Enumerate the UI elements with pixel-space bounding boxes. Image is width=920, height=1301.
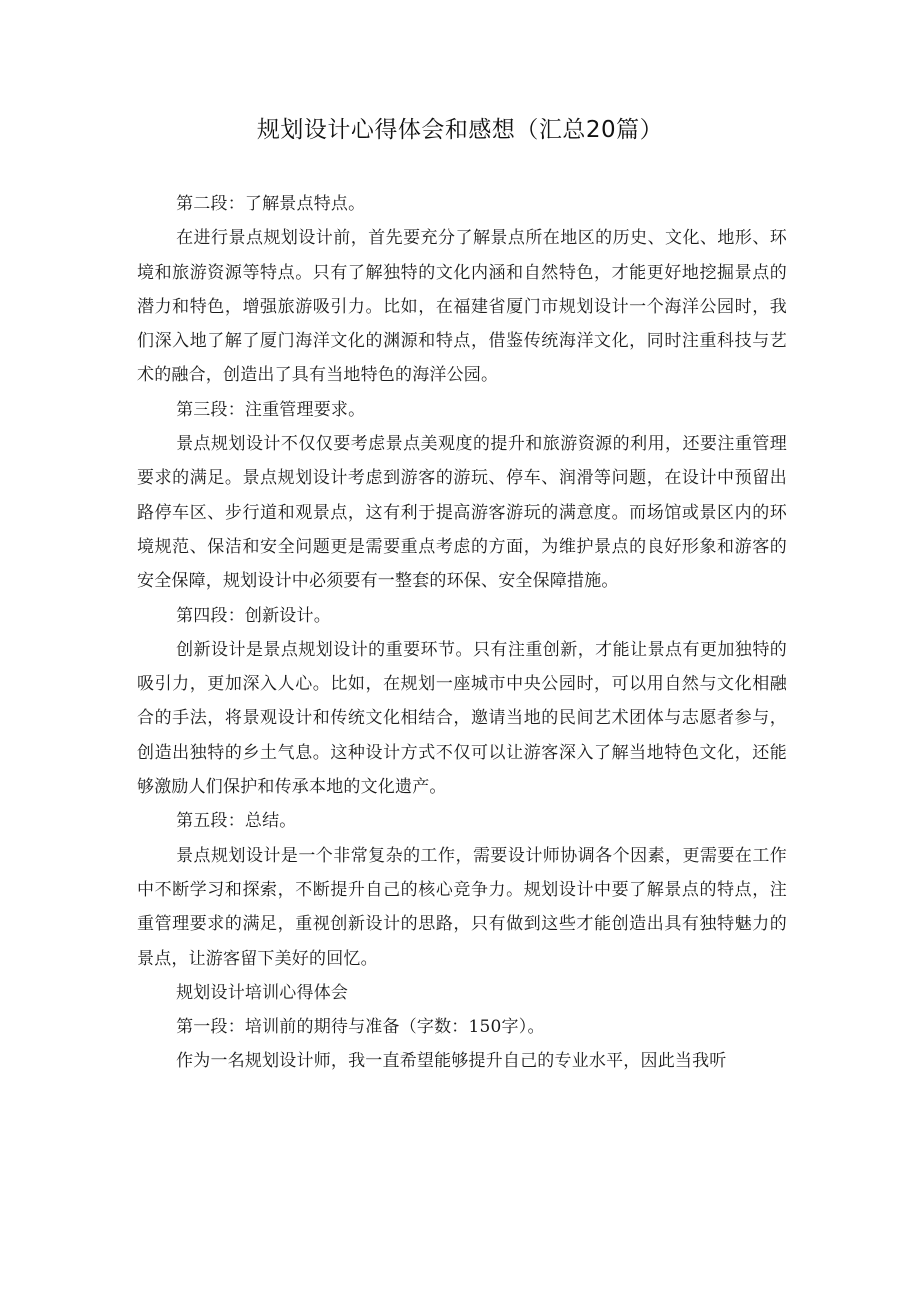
section-heading-3: 第三段：注重管理要求。 [176, 399, 366, 420]
document-body [137, 187, 787, 1079]
body-paragraph: 景点规划设计不仅仅要考虑景点美观度的提升和旅游资源的利用，还要注重管理要求的满足。景点规划设计考虑到游客的游玩、停车、润滑等问题，在设计中预留出路停车区、步行道和观景点，这有利于提高游客游玩的满意度。而场馆或景区内的环境规范、保洁和安全问题更是需要重点考虑的方面，为维护景点的良好形象和游客的安全保障，规划设计中必须要有一整套的环保、安全保障措施。 [137, 434, 787, 592]
section-heading-1: 第一段：培训前的期待与准备（字数：150字）。 [176, 1017, 545, 1038]
section-heading-5: 第五段：总结。 [176, 811, 297, 832]
article-subtitle: 规划设计培训心得体会 [176, 982, 349, 1003]
body-paragraph: 创新设计是景点规划设计的重要环节。只有注重创新，才能让景点有更加独特的吸引力，更加深入人心。比如，在规划一座城市中央公园时，可以用自然与文化相融合的手法，将景观设计和传统文化相结合，邀请当地的民间艺术团体与志愿者参与，创造出独特的乡土气息。这种设计方式不仅可以让游客深入了解当地特色文化，还能够激励人们保护和传承本地的文化遗产。 [137, 639, 787, 798]
body-paragraph: 景点规划设计是一个非常复杂的工作，需要设计师协调各个因素，更需要在工作中不断学习和探索，不断提升自己的核心竞争力。规划设计中要了解景点的特点，注重管理要求的满足，重视创新设计的思路，只有做到这些才能创造出具有独特魅力的景点，让游客留下美好的回忆。 [137, 845, 787, 969]
body-paragraph: 在进行景点规划设计前，首先要充分了解景点所在地区的历史、文化、地形、环境和旅游资源等特点。只有了解独特的文化内涵和自然特色，才能更好地挖掘景点的潜力和特色，增强旅游吸引力。比如，在福建省厦门市规划设计一个海洋公园时，我们深入地了解了厦门海洋文化的渊源和特点，借鉴传统海洋文化，同时注重科技与艺术的融合，创造出了具有当地特色的海洋公园。 [137, 228, 787, 386]
document-title: 规划设计心得体会和感想（汇总20篇） [256, 117, 664, 143]
body-paragraph: 作为一名规划设计师，我一直希望能够提升自己的专业水平，因此当我听 [176, 1051, 727, 1072]
section-heading-4: 第四段：创新设计。 [176, 605, 331, 626]
section-heading-2: 第二段：了解景点特点。 [176, 194, 366, 214]
